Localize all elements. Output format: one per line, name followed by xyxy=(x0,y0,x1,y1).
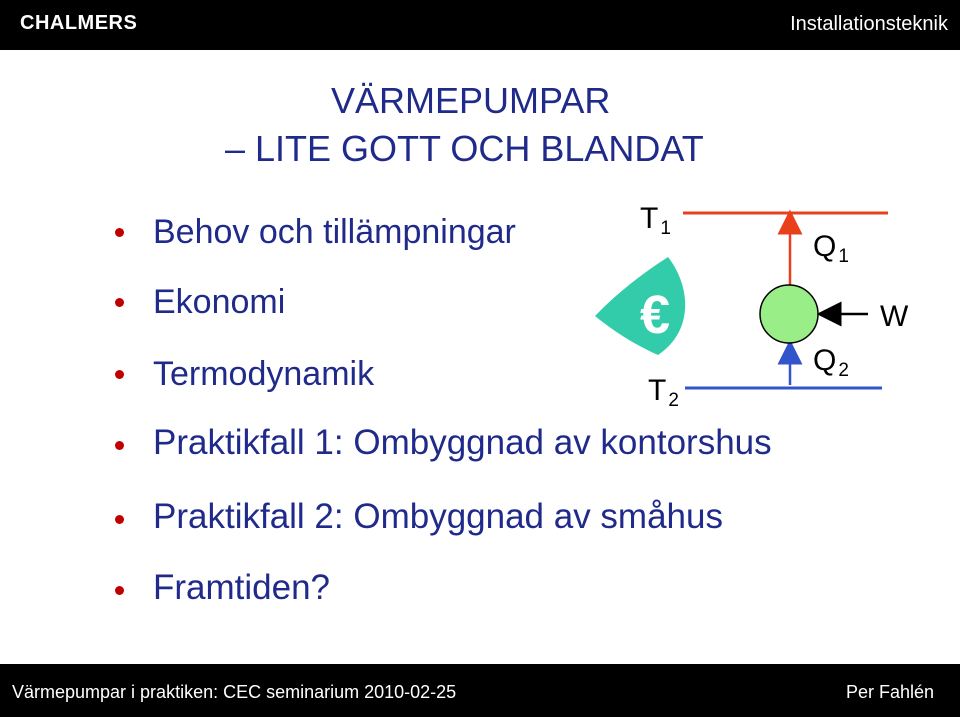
slide-subtitle: – LITE GOTT OCH BLANDAT xyxy=(225,128,704,169)
bullet-item: Behov och tillämpningar xyxy=(153,213,516,251)
footer-event: Värmepumpar i praktiken: CEC seminarium 2010-02-25 xyxy=(12,682,457,702)
department-label: Installationsteknik xyxy=(790,13,948,35)
bullet-item: Praktikfall 2: Ombyggnad av småhus xyxy=(153,497,723,536)
bullet-item: Ekonomi xyxy=(153,283,286,321)
q2-label: Q $_2$ xyxy=(813,344,849,381)
chalmers-logo: CHALMERS xyxy=(20,12,138,34)
footer-bar xyxy=(0,664,960,717)
euro-symbol: € xyxy=(639,285,671,345)
work-label: W xyxy=(880,300,909,333)
bullet-item: Framtiden? xyxy=(153,568,331,607)
slide-title: VÄRMEPUMPAR xyxy=(331,80,611,121)
footer-author: Per Fahlén xyxy=(845,682,934,702)
heat-pump-symbol xyxy=(760,285,818,343)
bullet-item: Praktikfall 1: Ombyggnad av kontorshus xyxy=(153,423,772,462)
bullet-item: Termodynamik xyxy=(153,355,375,393)
q1-label: Q $_1$ xyxy=(813,230,849,267)
t1-label: T $_1$ xyxy=(640,202,671,239)
t2-label: T $_2$ xyxy=(648,374,679,411)
